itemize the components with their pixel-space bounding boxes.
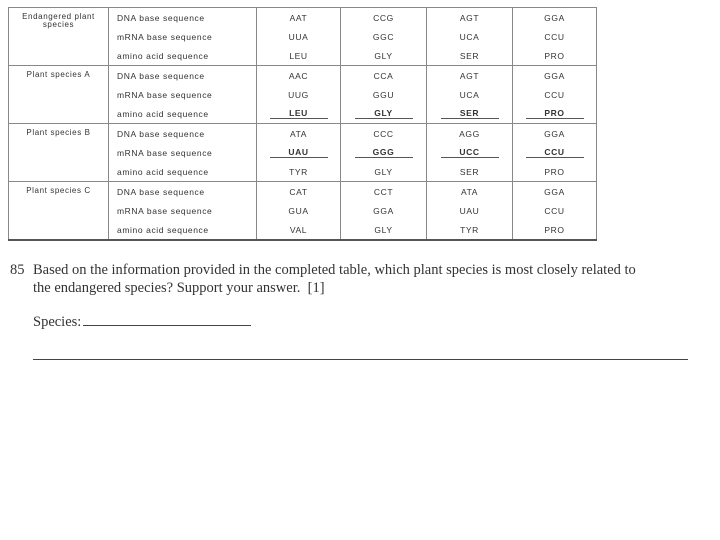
- table-row: [9, 124, 597, 144]
- sequence-type-cell: amino acid sequence: [109, 220, 257, 240]
- codon-cell: UUA: [257, 27, 341, 46]
- codon-cell: SER: [427, 46, 513, 66]
- codon-cell: GGA: [513, 8, 597, 28]
- sequence-type-cell: DNA base sequence: [109, 66, 257, 86]
- sequence-type-cell: DNA base sequence: [109, 182, 257, 202]
- explanation-answer-line[interactable]: [33, 359, 688, 360]
- codon-cell: GLY: [341, 220, 427, 240]
- species-name-cell: Plant species C: [9, 182, 109, 241]
- table-row: [9, 66, 597, 86]
- codon-cell: GGA: [513, 182, 597, 202]
- sequence-type-cell: mRNA base sequence: [109, 85, 257, 104]
- codon-cell: CCG: [341, 8, 427, 28]
- sequence-type-cell: amino acid sequence: [109, 46, 257, 66]
- codon-cell: [513, 143, 597, 162]
- codon-cell: AGT: [427, 8, 513, 28]
- codon-cell: [257, 104, 341, 124]
- codon-cell: [427, 143, 513, 162]
- codon-cell: PRO: [513, 220, 597, 240]
- codon-cell: GLY: [341, 162, 427, 182]
- codon-cell: UUG: [257, 85, 341, 104]
- species-answer-blank[interactable]: [83, 313, 251, 326]
- filled-answer: UAU: [270, 147, 328, 158]
- species-name-cell: Plant species A: [9, 66, 109, 124]
- codon-cell: GGA: [513, 124, 597, 144]
- filled-answer: UCC: [441, 147, 499, 158]
- filled-answer: SER: [441, 108, 499, 119]
- filled-answer: PRO: [526, 108, 584, 119]
- codon-cell: GLY: [341, 46, 427, 66]
- codon-cell: CCU: [513, 27, 597, 46]
- question-85: [10, 261, 700, 297]
- filled-answer: GLY: [355, 108, 413, 119]
- species-name-cell: Endangered plant species: [9, 8, 109, 66]
- sequence-type-cell: mRNA base sequence: [109, 27, 257, 46]
- codon-cell: TYR: [427, 220, 513, 240]
- codon-cell: TYR: [257, 162, 341, 182]
- sequence-type-cell: amino acid sequence: [109, 162, 257, 182]
- species-label: Species:: [33, 314, 82, 330]
- question-text-line2: the endangered species? Support your answer.: [33, 280, 301, 296]
- codon-cell: UCA: [427, 85, 513, 104]
- table-row: [9, 182, 597, 202]
- codon-cell: [427, 104, 513, 124]
- filled-answer: LEU: [270, 108, 328, 119]
- codon-cell: LEU: [257, 46, 341, 66]
- codon-cell: GGU: [341, 85, 427, 104]
- species-answer-row: [33, 313, 251, 331]
- sequence-type-cell: mRNA base sequence: [109, 201, 257, 220]
- codon-cell: AAC: [257, 66, 341, 86]
- sequence-type-cell: DNA base sequence: [109, 124, 257, 144]
- sequence-table: [8, 7, 597, 241]
- codon-cell: UAU: [427, 201, 513, 220]
- question-text-line1: Based on the information provided in the completed table, which plant species is most closely related to: [33, 262, 636, 278]
- codon-cell: ATA: [257, 124, 341, 144]
- codon-cell: UCA: [427, 27, 513, 46]
- sequence-type-cell: mRNA base sequence: [109, 143, 257, 162]
- codon-cell: [513, 104, 597, 124]
- species-name-cell: Plant species B: [9, 124, 109, 182]
- codon-cell: [257, 143, 341, 162]
- sequence-type-cell: DNA base sequence: [109, 8, 257, 28]
- codon-cell: CCC: [341, 124, 427, 144]
- codon-cell: PRO: [513, 162, 597, 182]
- codon-cell: AGG: [427, 124, 513, 144]
- codon-cell: PRO: [513, 46, 597, 66]
- codon-cell: GGA: [341, 201, 427, 220]
- codon-cell: CCU: [513, 85, 597, 104]
- codon-cell: ATA: [427, 182, 513, 202]
- question-points: [1]: [307, 280, 325, 296]
- codon-cell: VAL: [257, 220, 341, 240]
- filled-answer: GGG: [355, 147, 413, 158]
- codon-cell: CCT: [341, 182, 427, 202]
- table-row: [9, 8, 597, 28]
- codon-cell: SER: [427, 162, 513, 182]
- codon-cell: CCU: [513, 201, 597, 220]
- codon-cell: [341, 143, 427, 162]
- codon-cell: AAT: [257, 8, 341, 28]
- codon-cell: GGA: [513, 66, 597, 86]
- codon-cell: AGT: [427, 66, 513, 86]
- sequence-type-cell: amino acid sequence: [109, 104, 257, 124]
- codon-cell: [341, 104, 427, 124]
- codon-cell: CCA: [341, 66, 427, 86]
- codon-cell: GUA: [257, 201, 341, 220]
- filled-answer: CCU: [526, 147, 584, 158]
- question-number: 85: [10, 262, 25, 278]
- codon-cell: CAT: [257, 182, 341, 202]
- codon-cell: GGC: [341, 27, 427, 46]
